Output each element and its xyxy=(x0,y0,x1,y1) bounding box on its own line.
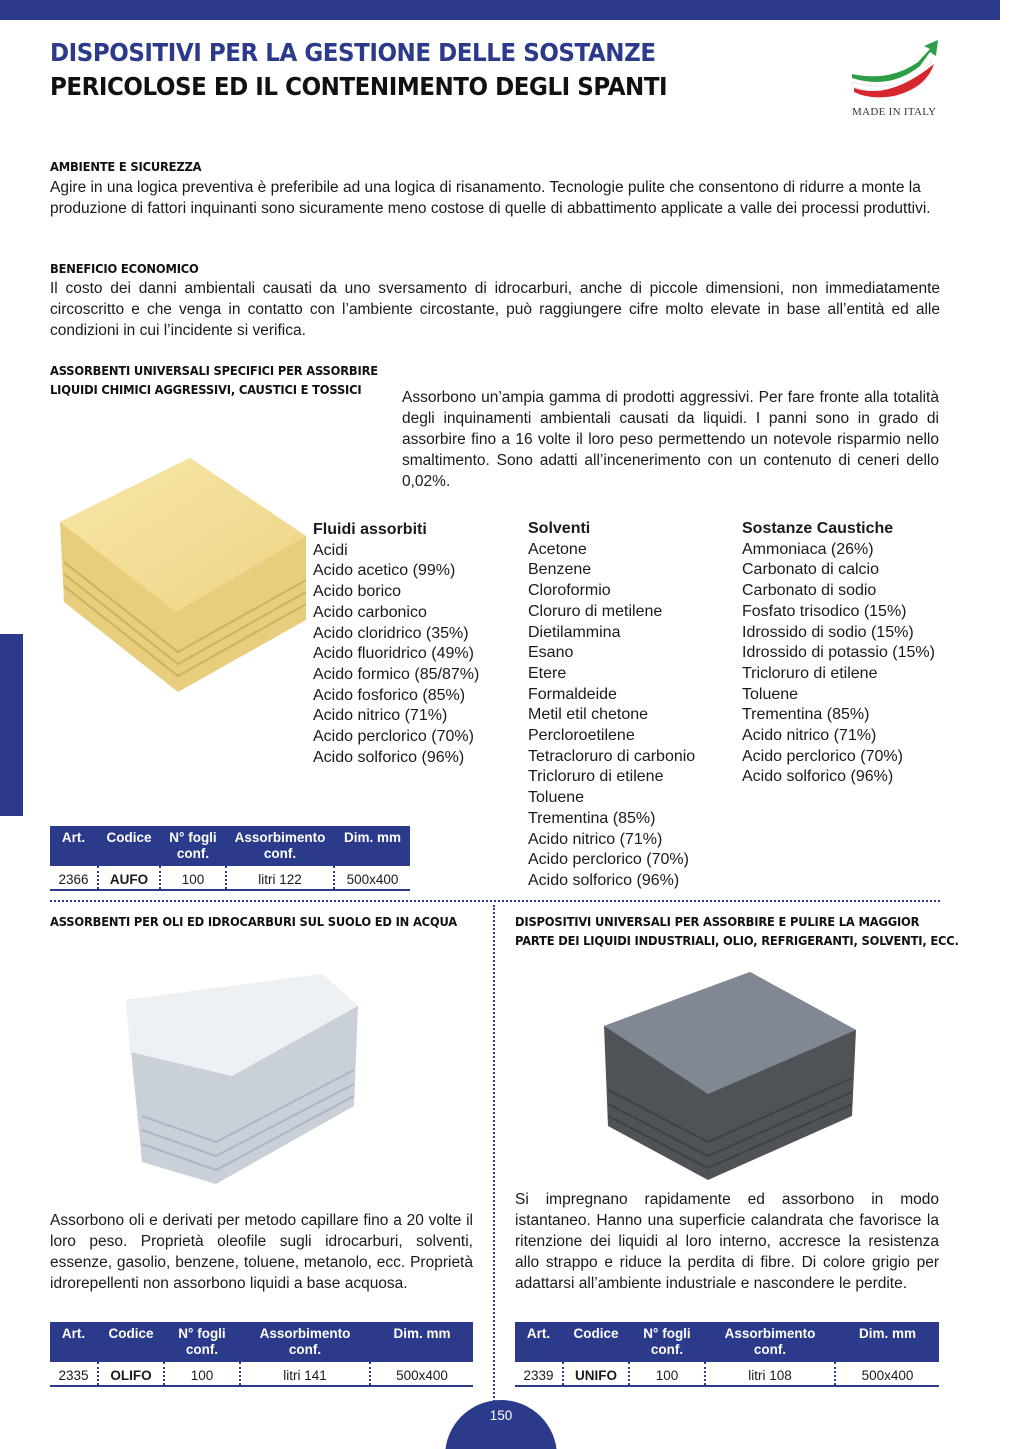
list-item: Cloroformio xyxy=(528,582,611,600)
col-assorbimento: Assorbimento conf. xyxy=(226,826,334,866)
universali-heading-line-2: LIQUIDI CHIMICI AGGRESSIVI, CAUSTICI E TOSSICI xyxy=(50,382,362,397)
cell-assorbimento: litri 122 xyxy=(226,866,334,890)
col-art: Art. xyxy=(50,1322,98,1362)
list-item: Tricloruro di etilene xyxy=(742,664,878,682)
grey-pad-image xyxy=(600,966,862,1184)
beneficio-text: Il costo dei danni ambientali causati da uno sversamento di idrocarburi, anche di piccole dimensioni, non immediatamente circoscritto e che venga in contatto con l’ambiente circostante, può raggiungere cifre molto elevate in base all’entità ed alle condizioni in cui l’incidente si verifica. xyxy=(50,280,940,339)
list-item: Acido nitrico (71%) xyxy=(528,830,663,848)
list-item: Ammoniaca (26%) xyxy=(742,540,874,558)
list-item: Acido cloridrico (35%) xyxy=(313,624,469,642)
list-item: Metil etil chetone xyxy=(528,706,649,724)
col-assorbimento: Assorbimento conf. xyxy=(705,1322,835,1362)
cell-fogli: 100 xyxy=(629,1362,705,1386)
table-row xyxy=(50,1362,473,1386)
title-line-2: PERICOLOSE ED IL CONTENIMENTO DEGLI SPANTI xyxy=(50,72,668,101)
caustiche-list-title: Sostanze Caustiche xyxy=(742,520,894,537)
aufo-spec-table xyxy=(50,826,410,891)
list-item: Trementina (85%) xyxy=(742,706,870,724)
list-item: Acido nitrico (71%) xyxy=(742,727,877,745)
title-line-1: DISPOSITIVI PER LA GESTIONE DELLE SOSTANZE xyxy=(50,38,656,67)
caustiche-list xyxy=(742,519,935,788)
list-item: Fosfato trisodico (15%) xyxy=(742,602,907,620)
cell-art: 2339 xyxy=(523,1367,554,1383)
list-item: Idrossido di potassio (15%) xyxy=(742,644,935,662)
col-dim: Dim. mm xyxy=(334,826,410,866)
list-item: Toluene xyxy=(742,685,799,703)
col-art: Art. xyxy=(50,826,98,866)
list-item: Acido perclorico (70%) xyxy=(742,747,903,765)
col-fogli: N° fogli conf. xyxy=(629,1322,705,1362)
vertical-divider xyxy=(493,905,495,1449)
white-pad-image xyxy=(122,966,362,1188)
universali-description: Assorbono un’ampia gamma di prodotti aggressivi. Per fare fronte alla totalità degli inquinamenti ambientali causati da liquidi. I panni sono in grado di assorbire fino a 16 volte il loro peso permettendo un notevole risparmio nello smaltimento. Sono adatti all’incenerimento con un contenuto di ceneri dello 0,02%. xyxy=(402,389,939,490)
list-item: Acido solforico (96%) xyxy=(528,871,680,889)
list-item: Tetracloruro di carbonio xyxy=(528,747,696,765)
list-item: Percloroetilene xyxy=(528,727,635,745)
cell-codice: AUFO xyxy=(98,866,160,890)
col-fogli: N° fogli conf. xyxy=(160,826,226,866)
unifo-description: Si impregnano rapidamente ed assorbono in modo istantaneo. Hanno una superficie calandrata che favorisce la ritenzione dei liquidi al loro interno, accresce la resistenza allo strappo e riduce la perdita di fibre. Di colore grigio per adattarsi all’ambiente industriale e nascondere le perdite. xyxy=(515,1191,939,1292)
cell-dim: 500x400 xyxy=(835,1362,939,1386)
list-item: Cloruro di metilene xyxy=(528,602,663,620)
oli-heading: ASSORBENTI PER OLI ED IDROCARBURI SUL SUOLO ED IN ACQUA xyxy=(50,914,458,929)
cell-dim: 500x400 xyxy=(370,1362,473,1386)
table-row xyxy=(515,1362,939,1386)
cell-fogli: 100 xyxy=(160,866,226,890)
cell-dim: 500x400 xyxy=(334,866,410,890)
col-codice: Codice xyxy=(98,1322,164,1362)
list-item: Dietilammina xyxy=(528,623,621,641)
solventi-list-title: Solventi xyxy=(528,520,591,537)
ambiente-heading: AMBIENTE E SICUREZZA xyxy=(50,159,202,174)
col-dim: Dim. mm xyxy=(835,1322,939,1362)
list-item: Carbonato di sodio xyxy=(742,582,877,600)
horizontal-divider xyxy=(50,900,940,902)
list-item: Tricloruro di etilene xyxy=(528,768,664,786)
list-item: Acido solforico (96%) xyxy=(313,748,465,766)
side-tab xyxy=(0,634,23,816)
unifo-heading xyxy=(515,912,959,950)
col-codice: Codice xyxy=(98,826,160,866)
list-item: Acido nitrico (71%) xyxy=(313,707,448,725)
unifo-heading-line-2: PARTE DEI LIQUIDI INDUSTRIALI, OLIO, REFRIGERANTI, SOLVENTI, ECC. xyxy=(515,933,959,948)
list-item: Idrossido di sodio (15%) xyxy=(742,623,914,641)
list-item: Acido solforico (96%) xyxy=(742,768,894,786)
italy-flag-swoosh-icon xyxy=(850,38,942,98)
yellow-pad-image xyxy=(50,452,312,698)
fluidi-list xyxy=(313,520,479,768)
list-item: Esano xyxy=(528,644,574,662)
cell-fogli: 100 xyxy=(164,1362,240,1386)
ambiente-text: Agire in una logica preventiva è preferibile ad una logica di risanamento. Tecnologie pulite che consentono di ridurre a monte la produzione di fattori inquinanti sono sicuramente meno costose di quelle di abbattimento applicate a valle dei processi produttivi. xyxy=(50,179,931,217)
col-codice: Codice xyxy=(563,1322,629,1362)
page-title xyxy=(50,36,667,104)
olifo-spec-table xyxy=(50,1322,473,1387)
list-item: Acido borico xyxy=(313,583,402,601)
cell-assorbimento: litri 108 xyxy=(705,1362,835,1386)
list-item: Formaldeide xyxy=(528,685,617,703)
col-fogli: N° fogli conf. xyxy=(164,1322,240,1362)
universali-heading-line-1: ASSORBENTI UNIVERSALI SPECIFICI PER ASSORBIRE xyxy=(50,363,378,378)
list-item: Acido carbonico xyxy=(313,603,427,621)
solventi-list xyxy=(528,519,695,892)
unifo-heading-line-1: DISPOSITIVI UNIVERSALI PER ASSORBIRE E PULIRE LA MAGGIOR xyxy=(515,914,920,929)
list-item: Acido perclorico (70%) xyxy=(528,851,689,869)
list-item: Benzene xyxy=(528,561,592,579)
made-in-italy-label: MADE IN ITALY xyxy=(852,106,937,118)
list-item: Acido perclorico (70%) xyxy=(313,728,474,746)
cell-assorbimento: litri 141 xyxy=(240,1362,370,1386)
col-assorbimento: Assorbimento conf. xyxy=(240,1322,370,1362)
list-item: Acido acetico (99%) xyxy=(313,562,456,580)
list-item: Acido fosforico (85%) xyxy=(313,686,466,704)
list-item: Acidi xyxy=(313,541,348,559)
fluidi-list-title: Fluidi assorbiti xyxy=(313,521,427,538)
universali-heading xyxy=(50,361,378,399)
col-dim: Dim. mm xyxy=(370,1322,473,1362)
list-item: Acetone xyxy=(528,540,587,558)
list-item: Acido fluoridrico (49%) xyxy=(313,645,474,663)
list-item: Toluene xyxy=(528,789,585,807)
beneficio-heading: BENEFICIO ECONOMICO xyxy=(50,261,199,276)
list-item: Carbonato di calcio xyxy=(742,561,879,579)
list-item: Etere xyxy=(528,664,567,682)
col-art: Art. xyxy=(515,1322,563,1362)
top-bar xyxy=(0,0,1000,20)
cell-codice: OLIFO xyxy=(98,1362,164,1386)
list-item: Trementina (85%) xyxy=(528,809,656,827)
cell-art: 2366 xyxy=(58,871,89,887)
list-item: Acido formico (85/87%) xyxy=(313,665,480,683)
oli-description: Assorbono oli e derivati per metodo capillare fino a 20 volte il loro peso. Proprietà oleofile sugli idrocarburi, solventi, essenze, gasolio, benzene, toluene, metanolo, ecc. Proprietà idrorepellenti non assorbono liquidi a base acquosa. xyxy=(50,1212,473,1292)
unifo-spec-table xyxy=(515,1322,939,1387)
table-row xyxy=(50,866,410,890)
cell-art: 2335 xyxy=(58,1367,89,1383)
page-number: 150 xyxy=(489,1408,513,1423)
cell-codice: UNIFO xyxy=(563,1362,629,1386)
